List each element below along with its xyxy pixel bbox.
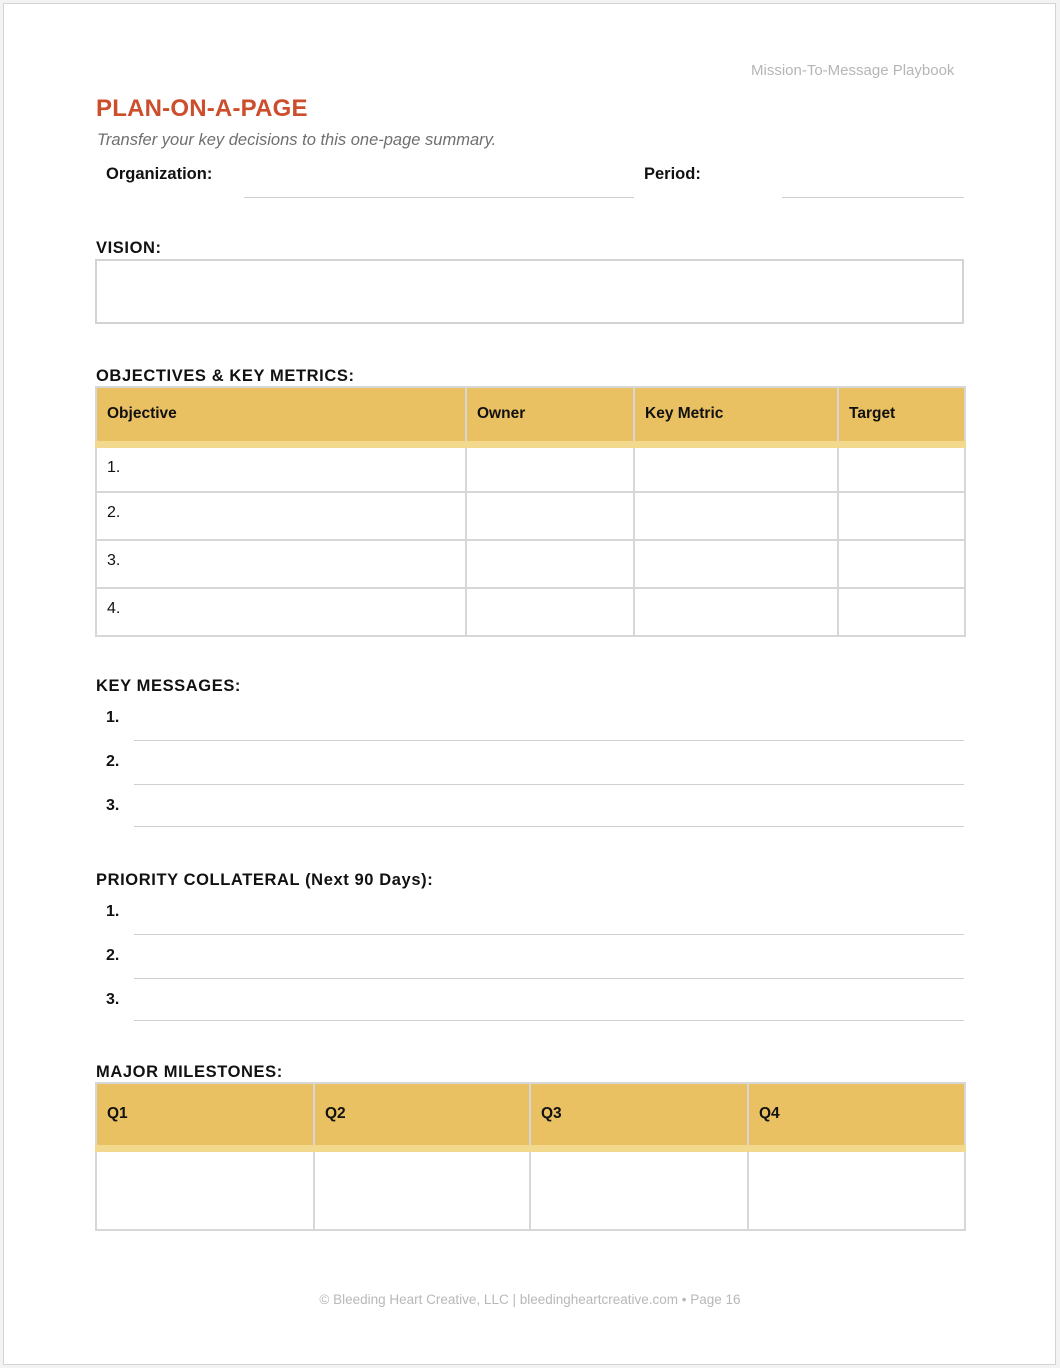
column-header-target: Target: [838, 387, 965, 444]
key-message-number: 2.: [106, 753, 120, 770]
period-label: Period:: [644, 165, 701, 183]
table-row: [96, 492, 965, 540]
table-row: [96, 540, 965, 588]
collateral-line-3[interactable]: [134, 1020, 964, 1021]
table-row: [96, 588, 965, 636]
q2-cell[interactable]: [314, 1148, 530, 1230]
target-cell[interactable]: [838, 492, 965, 540]
objectives-table: [95, 386, 966, 637]
vision-field[interactable]: [95, 259, 964, 324]
key-message-line-3[interactable]: [134, 826, 964, 827]
owner-cell[interactable]: [466, 540, 634, 588]
objective-cell[interactable]: 3.: [96, 540, 466, 588]
collateral-number: 1.: [106, 903, 120, 920]
key-metric-cell[interactable]: [634, 492, 838, 540]
key-message-line-1[interactable]: [134, 740, 964, 741]
milestones-table: [95, 1082, 966, 1231]
table-row: [96, 1148, 965, 1230]
key-message-number: 3.: [106, 797, 120, 814]
collateral-line-1[interactable]: [134, 934, 964, 935]
q3-cell[interactable]: [530, 1148, 748, 1230]
priority-collateral-label: PRIORITY COLLATERAL (Next 90 Days):: [96, 871, 434, 889]
q4-cell[interactable]: [748, 1148, 965, 1230]
owner-cell[interactable]: [466, 444, 634, 492]
milestones-label: MAJOR MILESTONES:: [96, 1063, 283, 1081]
q1-cell[interactable]: [96, 1148, 314, 1230]
column-header-key-metric: Key Metric: [634, 387, 838, 444]
page-footer: © Bleeding Heart Creative, LLC | bleedingheartcreative.com • Page 16: [319, 1292, 741, 1307]
key-message-line-2[interactable]: [134, 784, 964, 785]
organization-field[interactable]: [244, 197, 634, 198]
column-header-q2: Q2: [314, 1083, 530, 1148]
column-header-objective: Objective: [96, 387, 466, 444]
running-header: Mission-To-Message Playbook: [751, 62, 955, 79]
objective-cell[interactable]: 2.: [96, 492, 466, 540]
column-header-q1: Q1: [96, 1083, 314, 1148]
milestones-header-row: [96, 1083, 965, 1148]
column-header-owner: Owner: [466, 387, 634, 444]
column-header-q4: Q4: [748, 1083, 965, 1148]
period-field[interactable]: [782, 197, 964, 198]
vision-label: VISION:: [96, 239, 162, 257]
objectives-header-row: [96, 387, 965, 444]
owner-cell[interactable]: [466, 588, 634, 636]
objective-cell[interactable]: 1.: [96, 444, 466, 492]
objective-cell[interactable]: 4.: [96, 588, 466, 636]
key-metric-cell[interactable]: [634, 588, 838, 636]
key-metric-cell[interactable]: [634, 540, 838, 588]
target-cell[interactable]: [838, 444, 965, 492]
collateral-number: 2.: [106, 947, 120, 964]
column-header-q3: Q3: [530, 1083, 748, 1148]
organization-label: Organization:: [106, 165, 213, 183]
collateral-number: 3.: [106, 991, 120, 1008]
key-message-number: 1.: [106, 709, 120, 726]
owner-cell[interactable]: [466, 492, 634, 540]
key-metric-cell[interactable]: [634, 444, 838, 492]
objectives-label: OBJECTIVES & KEY METRICS:: [96, 367, 355, 385]
target-cell[interactable]: [838, 540, 965, 588]
page-subtitle: Transfer your key decisions to this one-page summary.: [97, 131, 497, 149]
target-cell[interactable]: [838, 588, 965, 636]
collateral-line-2[interactable]: [134, 978, 964, 979]
table-row: [96, 444, 965, 492]
key-messages-label: KEY MESSAGES:: [96, 677, 242, 695]
page-title: PLAN-ON-A-PAGE: [96, 95, 308, 122]
